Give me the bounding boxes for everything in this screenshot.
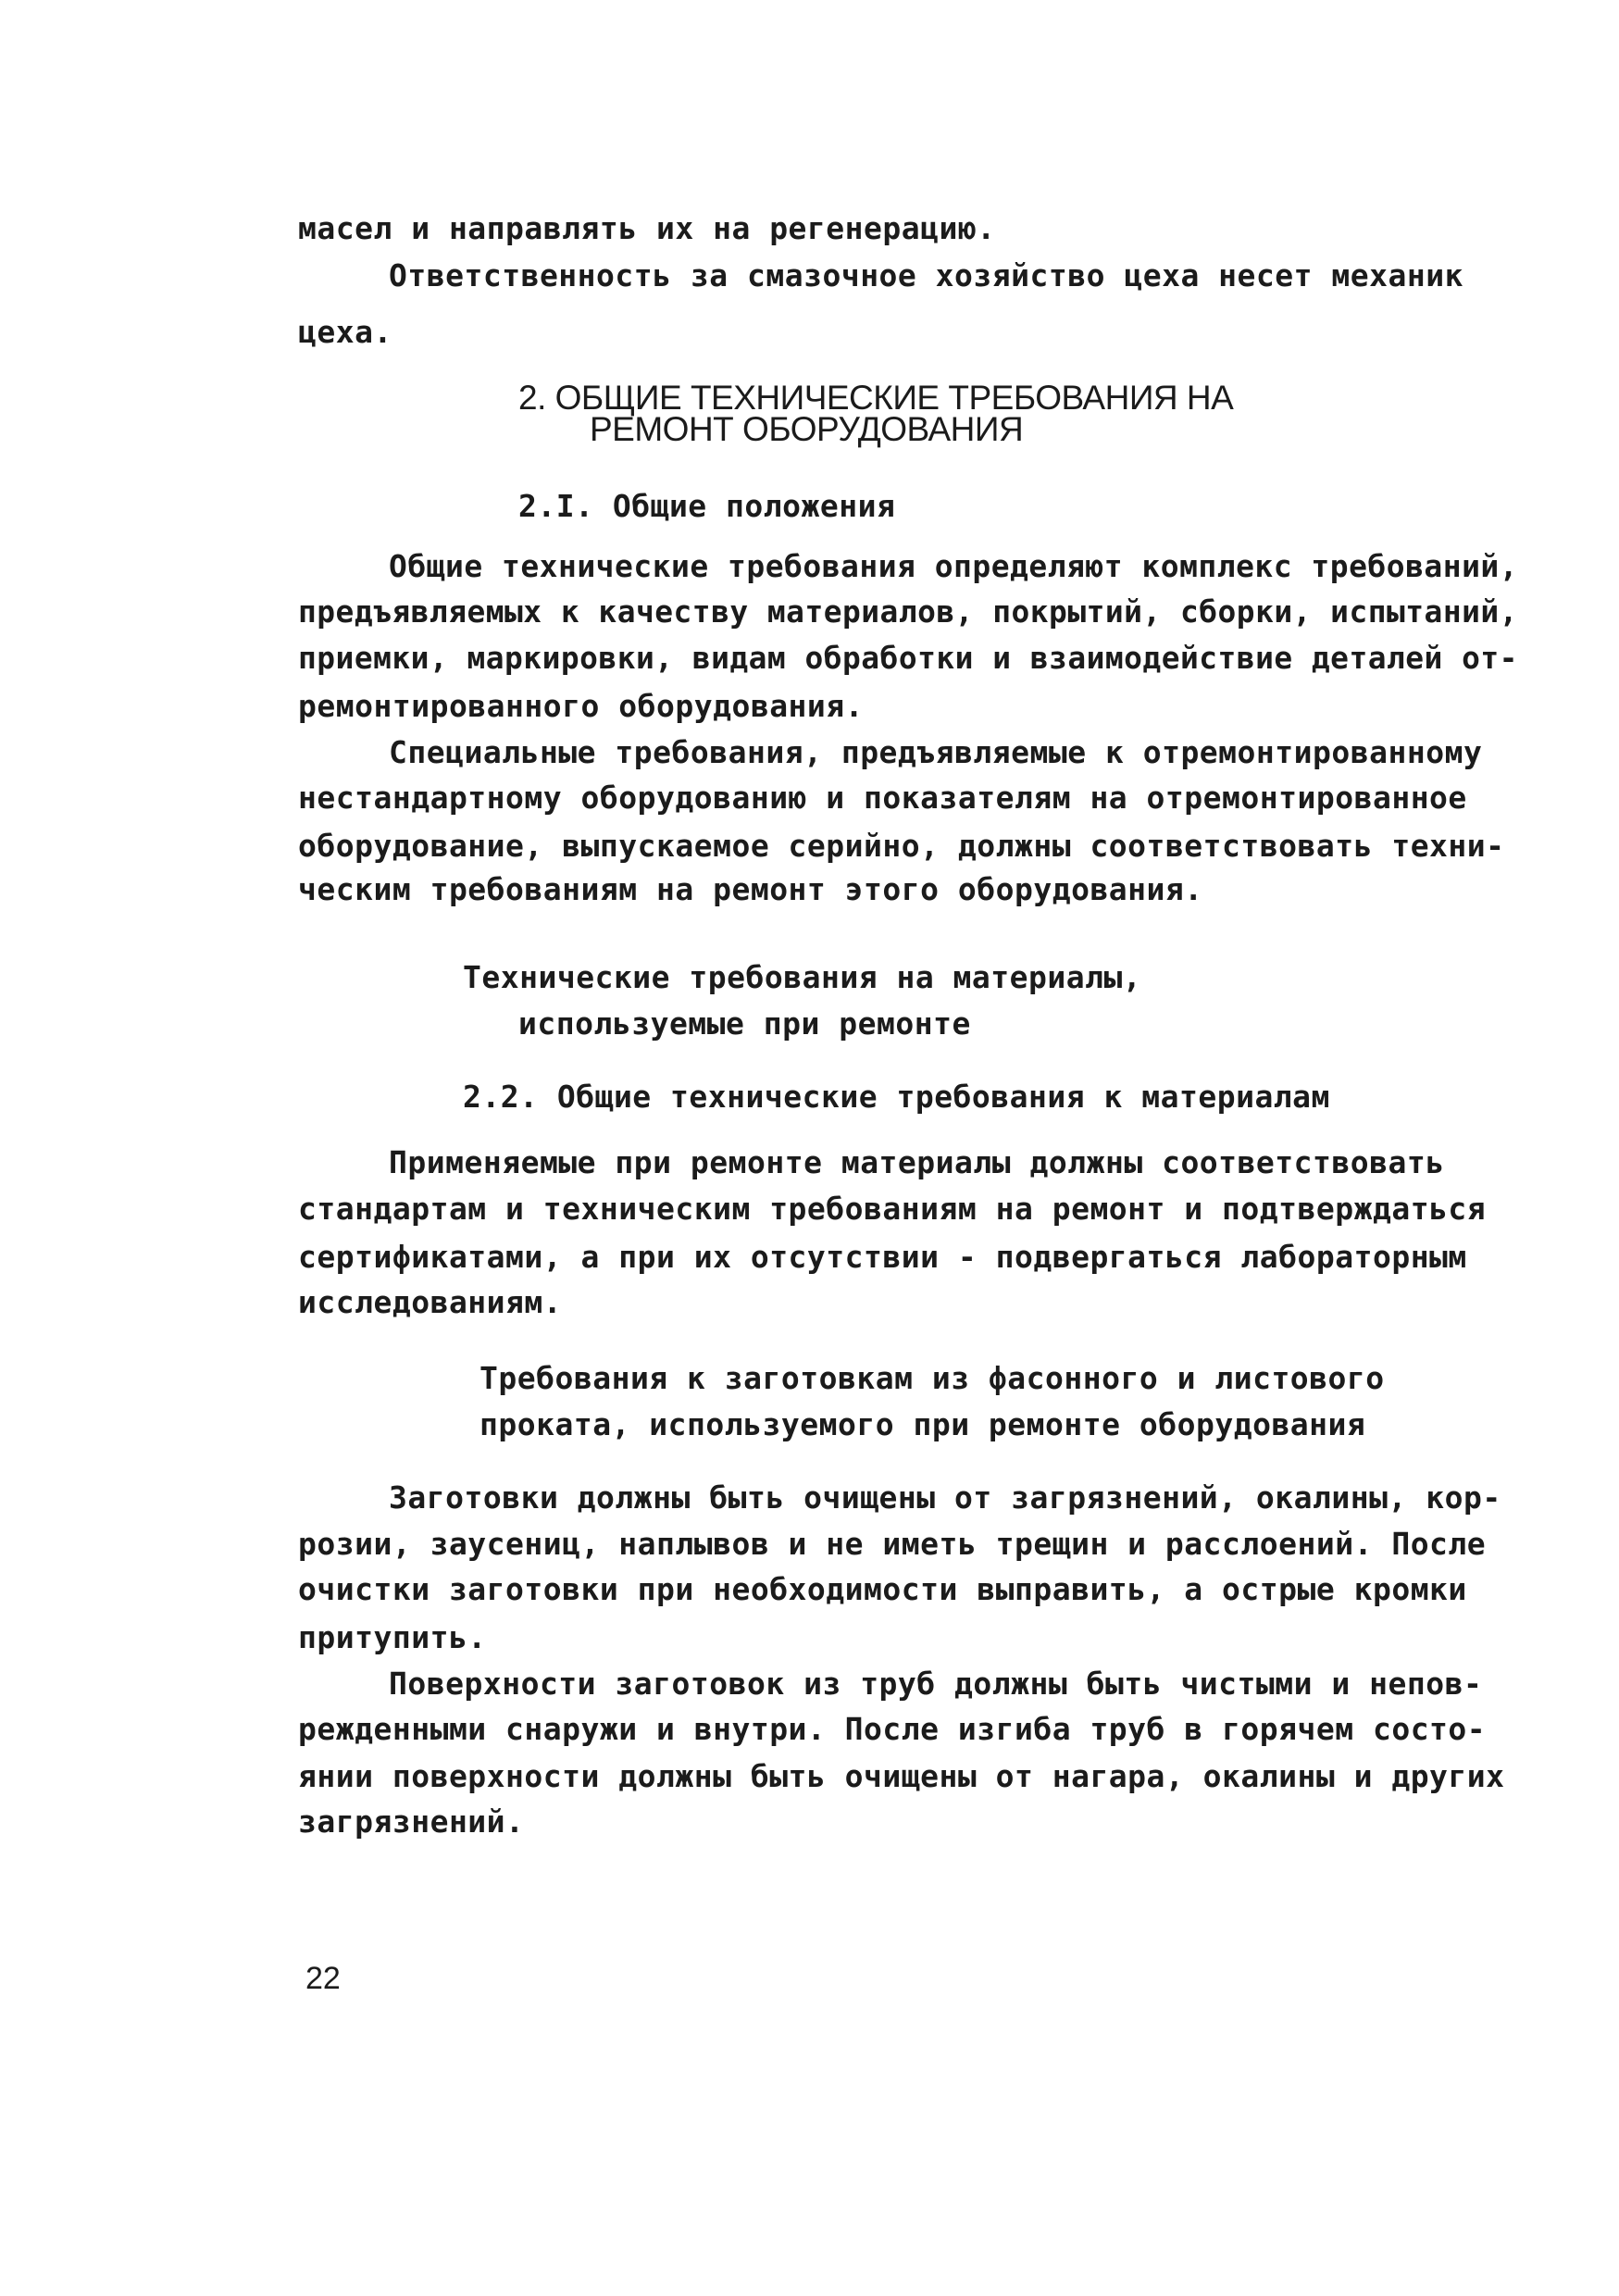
text-line: очистки заготовки при необходимости выправить, а острые кромки — [298, 1571, 1467, 1607]
subsection-heading: 2.2. Общие технические требования к материалам — [463, 1079, 1330, 1115]
centered-heading-line-1: Требования к заготовкам из фасонного и листового — [479, 1360, 1385, 1396]
text-line: притупить. — [298, 1619, 487, 1655]
text-line: Ответственность за смазочное хозяйство цеха несет механик — [389, 257, 1463, 293]
page-number: 22 — [305, 1961, 341, 1996]
text-line: янии поверхности должны быть очищены от нагара, окалины и других — [298, 1758, 1505, 1794]
text-line: сертификатами, а при их отсутствии - подвергаться лабораторным — [298, 1239, 1467, 1275]
text-line: ческим требованиям на ремонт этого оборудования. — [298, 871, 1203, 907]
text-line: стандартам и техническим требованиям на ремонт и подтверждаться — [298, 1191, 1487, 1227]
section-heading-line-2: РЕМОНТ ОБОРУДОВАНИЯ — [590, 410, 1024, 448]
text-line: загрязнений. — [298, 1803, 525, 1840]
centered-heading-line-2: проката, используемого при ремонте оборудования — [479, 1406, 1366, 1442]
text-line: Заготовки должны быть очищены от загрязнений, окалины, кор- — [389, 1479, 1501, 1516]
text-line: Поверхности заготовок из труб должны быть чистыми и непов- — [389, 1666, 1483, 1702]
section-heading-line-1: 2. ОБЩИЕ ТЕХНИЧЕСКИЕ ТРЕБОВАНИЯ НА — [518, 379, 1234, 417]
text-line: нестандартному оборудованию и показателям на отремонтированное — [298, 780, 1467, 816]
text-line: оборудование, выпускаемое серийно, должны соответствовать техни- — [298, 828, 1505, 864]
centered-heading-line-1: Технические требования на материалы, — [463, 959, 1142, 995]
text-line: цеха. — [298, 314, 392, 350]
subsection-heading: 2.I. Общие положения — [518, 488, 896, 524]
text-line: исследованиям. — [298, 1284, 563, 1320]
text-line: Общие технические требования определяют комплекс требований, — [389, 548, 1519, 584]
text-line: режденными снаружи и внутри. После изгиба труб в горячем состо- — [298, 1711, 1487, 1747]
text-line: приемки, маркировки, видам обработки и взаимодействие деталей от- — [298, 640, 1518, 676]
text-line: ремонтированного оборудования. — [298, 688, 865, 724]
text-line: розии, заусениц, наплывов и не иметь трещин и расслоений. После — [298, 1526, 1487, 1562]
text-line: предъявляемых к качеству материалов, покрытий, сборки, испытаний, — [298, 593, 1518, 630]
text-line: масел и направлять их на регенерацию. — [298, 210, 996, 246]
text-line: Применяемые при ремонте материалы должны соответствовать — [389, 1144, 1445, 1180]
centered-heading-line-2: используемые при ремонте — [518, 1005, 971, 1042]
text-line: Специальные требования, предъявляемые к отремонтированному — [389, 734, 1483, 770]
